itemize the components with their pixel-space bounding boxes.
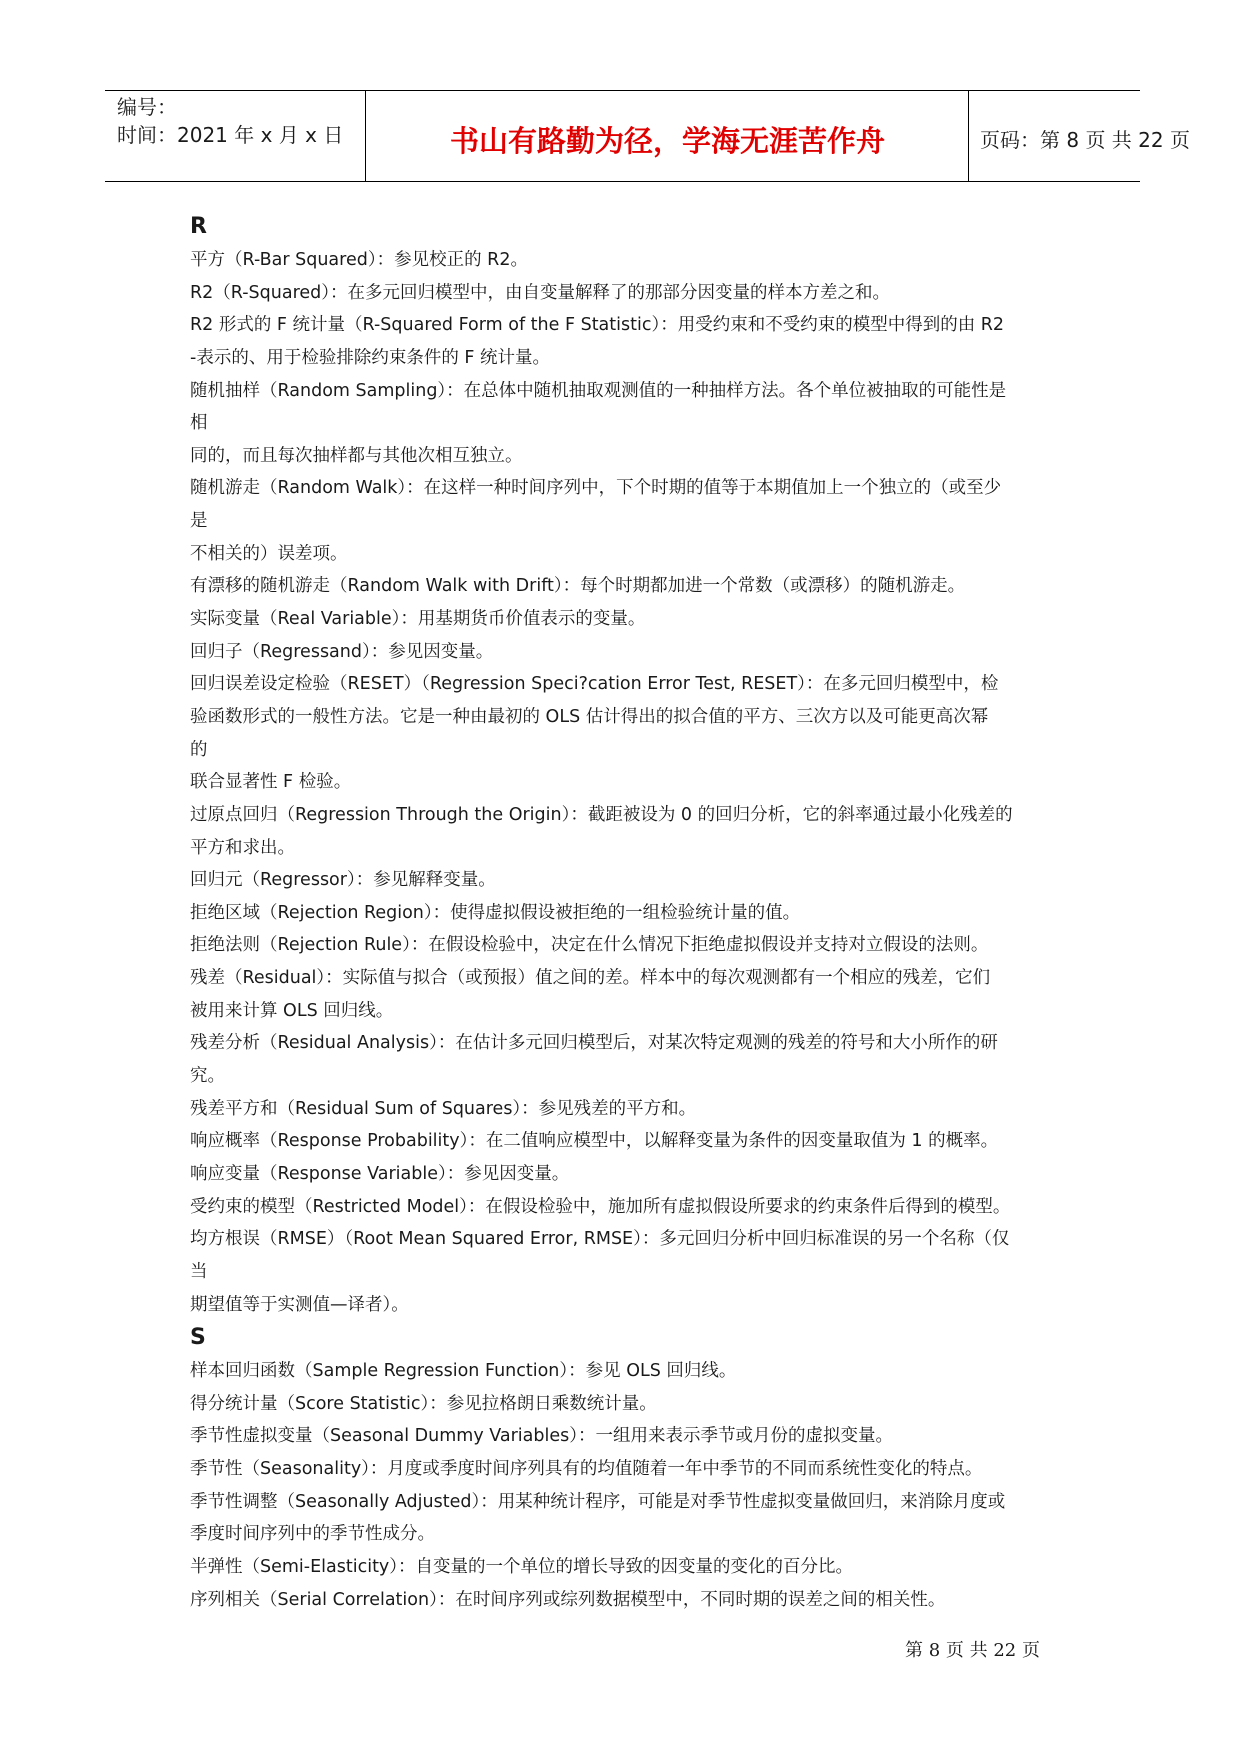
document-time-label: 时间：2021 年 x 月 x 日 <box>117 123 344 147</box>
header-motto: 书山有路勤为径，学海无涯苦作舟 <box>449 124 885 158</box>
section-heading: S <box>190 1325 206 1351</box>
glossary-line: 同的，而且每次抽样都与其他次相互独立。 <box>190 445 523 466</box>
glossary-line: 不相关的）误差项。 <box>190 543 348 564</box>
glossary-line: 残差分析（Residual Analysis）：在估计多元回归模型后，对某次特定观测的残差的符号和大小所作的研 <box>190 1033 998 1054</box>
glossary-line: 的 <box>190 739 208 760</box>
glossary-line: 期望值等于实测值—译者）。 <box>190 1294 409 1315</box>
glossary-line: 季节性调整（Seasonally Adjusted）：用某种统计程序，可能是对季节性虚拟变量做回归，来消除月度或 <box>190 1491 1006 1512</box>
glossary-line: 残差（Residual）：实际值与拟合（或预报）值之间的差。样本中的每次观测都有一个相应的残差，它们 <box>190 968 991 989</box>
glossary-line: 拒绝法则（Rejection Rule）：在假设检验中，决定在什么情况下拒绝虚拟假设并支持对立假设的法则。 <box>190 935 989 956</box>
glossary-line: 究。 <box>190 1066 225 1087</box>
glossary-line: 平方（R-Bar Squared）：参见校正的 R2。 <box>190 250 528 270</box>
header-meta <box>117 93 357 149</box>
page-footer-number: 第 8 页 共 22 页 <box>905 1640 1040 1661</box>
glossary-line: 当 <box>190 1261 208 1282</box>
glossary-line: 季节性（Seasonality）：月度或季度时间序列具有的均值随着一年中季节的不同而系统性变化的特点。 <box>190 1459 983 1480</box>
header-divider-left <box>365 91 366 182</box>
header-page-number: 页码：第 8 页 共 22 页 <box>980 128 1190 152</box>
glossary-line: 序列相关（Serial Correlation）：在时间序列或综列数据模型中，不同时期的误差之间的相关性。 <box>190 1589 946 1610</box>
glossary-line: R2 形式的 F 统计量（R-Squared Form of the F Statistic）：用受约束和不受约束的模型中得到的由 R2 <box>190 315 1005 336</box>
glossary-line: 回归元（Regressor）：参见解释变量。 <box>190 870 496 891</box>
glossary-line: 样本回归函数（Sample Regression Function）：参见 OLS 回归线。 <box>190 1361 737 1382</box>
glossary-line: 过原点回归（Regression Through the Origin）：截距被设为 0 的回归分析，它的斜率通过最小化残差的 <box>190 804 1013 825</box>
glossary-line: 受约束的模型（Restricted Model）：在假设检验中，施加所有虚拟假设所要求的约束条件后得到的模型。 <box>190 1196 1011 1217</box>
glossary-line: 是 <box>190 511 208 532</box>
glossary-line: R2（R-Squared）：在多元回归模型中，由自变量解释了的那部分因变量的样本方差之和。 <box>190 282 891 303</box>
glossary-line: 响应变量（Response Variable）：参见因变量。 <box>190 1163 570 1184</box>
header-divider-right <box>968 91 969 182</box>
glossary-line: 联合显著性 F 检验。 <box>190 772 352 793</box>
glossary-line: 半弹性（Semi-Elasticity）：自变量的一个单位的增长导致的因变量的变化的百分比。 <box>190 1556 854 1577</box>
glossary-line: 有漂移的随机游走（Random Walk with Drift）：每个时期都加进一个常数（或漂移）的随机游走。 <box>190 576 966 597</box>
glossary-line: 随机游走（Random Walk）：在这样一种时间序列中，下个时期的值等于本期值加上一个独立的（或至少 <box>190 478 1002 499</box>
glossary-line: 回归子（Regressand）：参见因变量。 <box>190 641 494 662</box>
glossary-line: 实际变量（Real Variable）：用基期货币价值表示的变量。 <box>190 609 646 630</box>
section-heading: R <box>190 214 207 239</box>
glossary-line: 随机抽样（Random Sampling）：在总体中随机抽取观测值的一种抽样方法。各个单位被抽取的可能性是 <box>190 380 1007 401</box>
document-number-label: 编号： <box>117 95 177 119</box>
glossary-line: 均方根误（RMSE）（Root Mean Squared Error, RMSE）：多元回归分析中回归标准误的另一个名称（仅 <box>190 1229 1010 1250</box>
glossary-line: -表示的、用于检验排除约束条件的 F 统计量。 <box>190 347 551 368</box>
glossary-line: 回归误差设定检验（RESET）（Regression Speci?cation Error Test, RESET）：在多元回归模型中，检 <box>190 674 999 695</box>
glossary-line: 响应概率（Response Probability）：在二值响应模型中，以解释变量为条件的因变量取值为 1 的概率。 <box>190 1131 999 1152</box>
glossary-line: 被用来计算 OLS 回归线。 <box>190 1000 394 1021</box>
glossary-line: 相 <box>190 413 208 434</box>
glossary-line: 得分统计量（Score Statistic）：参见拉格朗日乘数统计量。 <box>190 1393 657 1414</box>
glossary-line: 平方和求出。 <box>190 837 295 858</box>
glossary-body <box>190 210 1065 1616</box>
glossary-line: 拒绝区域（Rejection Region）：使得虚拟假设被拒绝的一组检验统计量的值。 <box>190 902 801 923</box>
glossary-line: 季节性虚拟变量（Seasonal Dummy Variables）：一组用来表示季节或月份的虚拟变量。 <box>190 1426 893 1447</box>
glossary-line: 季度时间序列中的季节性成分。 <box>190 1524 435 1545</box>
glossary-line: 验函数形式的一般性方法。它是一种由最初的 OLS 估计得出的拟合值的平方、三次方以及可能更高次幂 <box>190 706 989 727</box>
glossary-line: 残差平方和（Residual Sum of Squares）：参见残差的平方和。 <box>190 1098 697 1119</box>
page-header <box>105 90 1190 182</box>
